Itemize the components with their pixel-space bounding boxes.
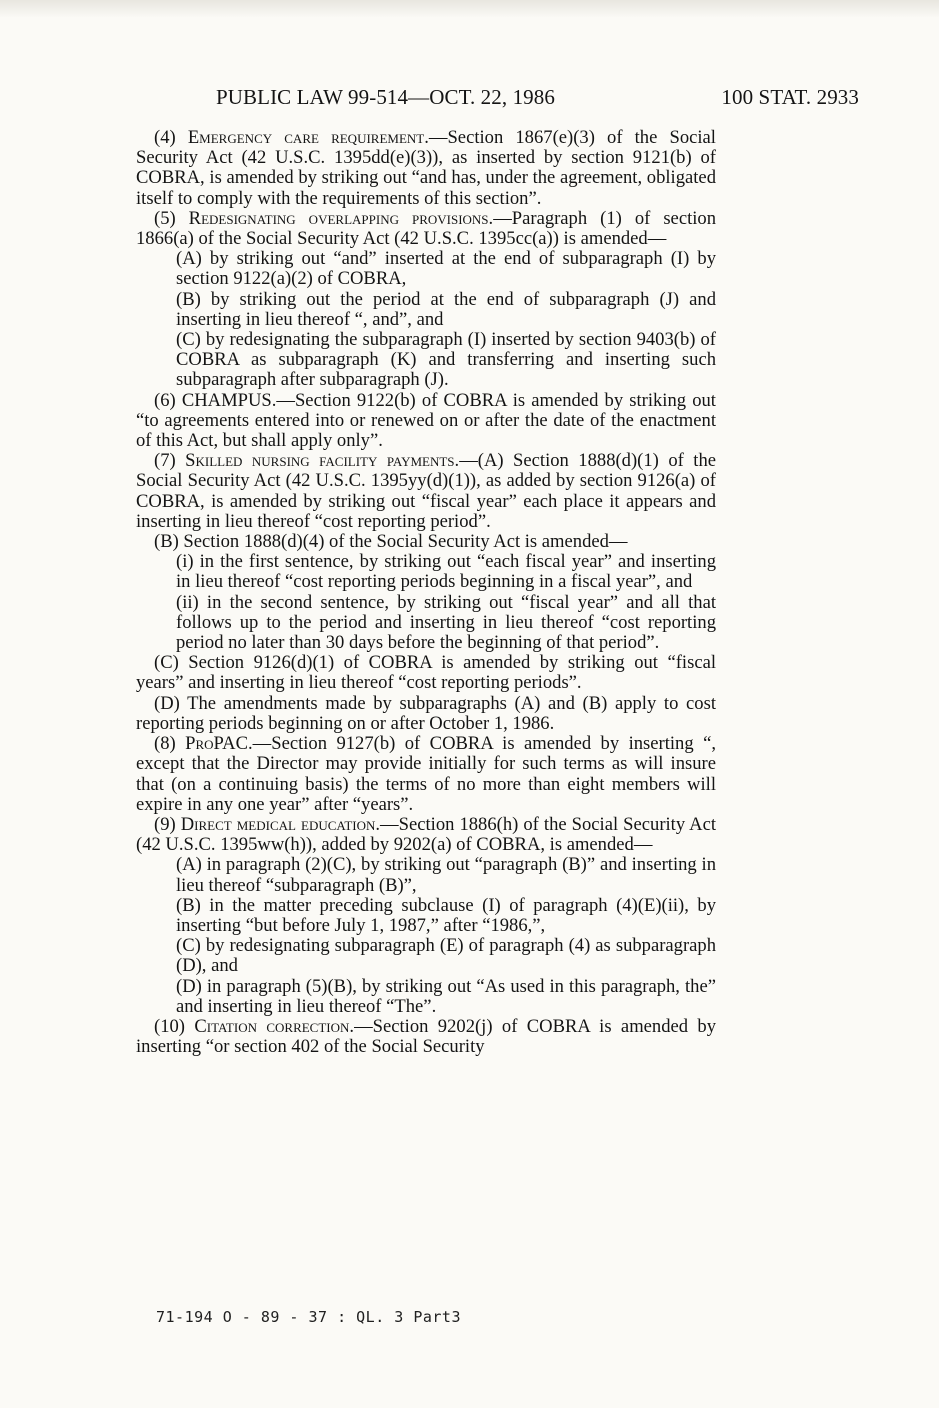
paragraph	[136, 532, 716, 552]
paragraph	[136, 1017, 716, 1057]
paragraph-text: (C) by redesignating the subparagraph (I) inserted by section 9403(b) of COBRA as subparagraph (K) and transferring and inserting such subparagraph after subparagraph (J).	[176, 329, 716, 391]
paragraph-text: (D) in paragraph (5)(B), by striking out “As used in this paragraph, the” and inserting in lieu thereof “The”.	[176, 975, 716, 1017]
paragraph-text: (i) in the first sentence, by striking out “each fiscal year” and inserting in lieu thereof “cost reporting periods beginning in a fiscal year”, and	[176, 551, 716, 593]
paragraph-text: —Section 9127(b) of COBRA is amended by inserting “, except that the Director may provide initially for such terms as will insure that (on a continuing basis) the terms of no more than eight members will expire in any one year” after “years”.	[136, 733, 716, 815]
statute-page-number: 100 STAT. 2933	[721, 85, 859, 109]
paragraph-heading: (10) Citation correction.	[154, 1015, 355, 1037]
paragraph	[136, 451, 716, 532]
paragraph	[136, 128, 716, 209]
paragraph-text: —Section 9202(j) of COBRA is amended by inserting “or section 402 of the Social Security	[136, 1015, 717, 1058]
paragraph-text: —(A) Section 1888(d)(1) of the Social Security Act (42 U.S.C. 1395yy(d)(1)), as added by section 9126(a) of COBRA, is amended by striking out “fiscal year” each place it appears and inserting in lieu thereof “cost reporting period”.	[136, 450, 716, 532]
subparagraph	[176, 249, 716, 289]
subparagraph	[176, 896, 716, 936]
paragraph-text: (B) in the matter preceding subclause (I) of paragraph (4)(E)(ii), by inserting “but before July 1, 1987,” after “1986,”,	[176, 894, 716, 936]
subparagraph	[176, 977, 716, 1017]
paragraph-text: (C) by redesignating subparagraph (E) of paragraph (4) as subparagraph (D), and	[176, 935, 716, 977]
paragraph-text: (B) Section 1888(d)(4) of the Social Security Act is amended—	[154, 531, 628, 553]
paragraph-text: (D) The amendments made by subparagraphs (A) and (B) apply to cost reporting periods beginning on or after October 1, 1986.	[136, 692, 716, 734]
paragraph-text: —Paragraph (1) of section 1866(a) of the Social Security Act (42 U.S.C. 1395cc(a)) is amended—	[136, 207, 716, 250]
subparagraph	[176, 936, 716, 976]
paragraph-text: (ii) in the second sentence, by striking out “fiscal year” and all that follows up to the period and inserting in lieu thereof “cost reporting period no later than 30 days before the beginning of that period”.	[176, 591, 716, 654]
paragraph	[136, 653, 716, 693]
subparagraph	[176, 330, 716, 391]
scan-edge	[0, 0, 939, 18]
paragraph-text: (A) in paragraph (2)(C), by striking out “paragraph (B)” and inserting in lieu thereof “subparagraph (B)”,	[176, 854, 716, 896]
paragraph-heading: (6) CHAMPUS.	[154, 389, 277, 411]
paragraph-heading: (5) Redesignating overlapping provisions.	[154, 207, 494, 229]
paragraph-heading: (7) Skilled nursing facility payments.	[154, 450, 460, 472]
subparagraph	[176, 855, 716, 895]
paragraph	[136, 815, 716, 855]
paragraph	[136, 694, 716, 734]
paragraph	[136, 209, 716, 249]
print-code-footer: 71-194 O - 89 - 37 : QL. 3 Part3	[156, 1308, 461, 1326]
paragraph-heading: (9) Direct medical education.	[154, 813, 381, 835]
document-body	[136, 128, 716, 1057]
paragraph-text: —Section 9122(b) of COBRA is amended by striking out “to agreements entered into or renewed on or after the date of the enactment of this Act, but shall apply only”.	[136, 389, 716, 452]
paragraph-heading: (8) ProPAC.	[154, 733, 253, 755]
subparagraph	[176, 290, 716, 330]
paragraph	[136, 734, 716, 815]
paragraph-text: (B) by striking out the period at the end of subparagraph (J) and inserting in lieu thereof “, and”, and	[176, 288, 716, 330]
running-title: PUBLIC LAW 99-514—OCT. 22, 1986	[216, 85, 555, 109]
paragraph-heading: (4) Emergency care requirement.	[154, 127, 429, 148]
paragraph-text: —Section 1886(h) of the Social Security Act (42 U.S.C. 1395ww(h)), added by 9202(a) of COBRA, is amended—	[136, 813, 717, 856]
paragraph-text: —Section 1867(e)(3) of the Social Security Act (42 U.S.C. 1395dd(e)(3)), as inserted by section 9121(b) of COBRA, is amended by striking out “and has, under the agreement, obligated itself to comply with the requirements of this section”.	[136, 127, 716, 209]
paragraph	[136, 391, 716, 452]
paragraph-text: (A) by striking out “and” inserted at the end of subparagraph (I) by section 9122(a)(2) of COBRA,	[176, 248, 716, 290]
subparagraph	[176, 552, 716, 592]
paragraph-text: (C) Section 9126(d)(1) of COBRA is amended by striking out “fiscal years” and inserting in lieu thereof “cost reporting periods”.	[136, 652, 716, 694]
subparagraph	[176, 593, 716, 654]
